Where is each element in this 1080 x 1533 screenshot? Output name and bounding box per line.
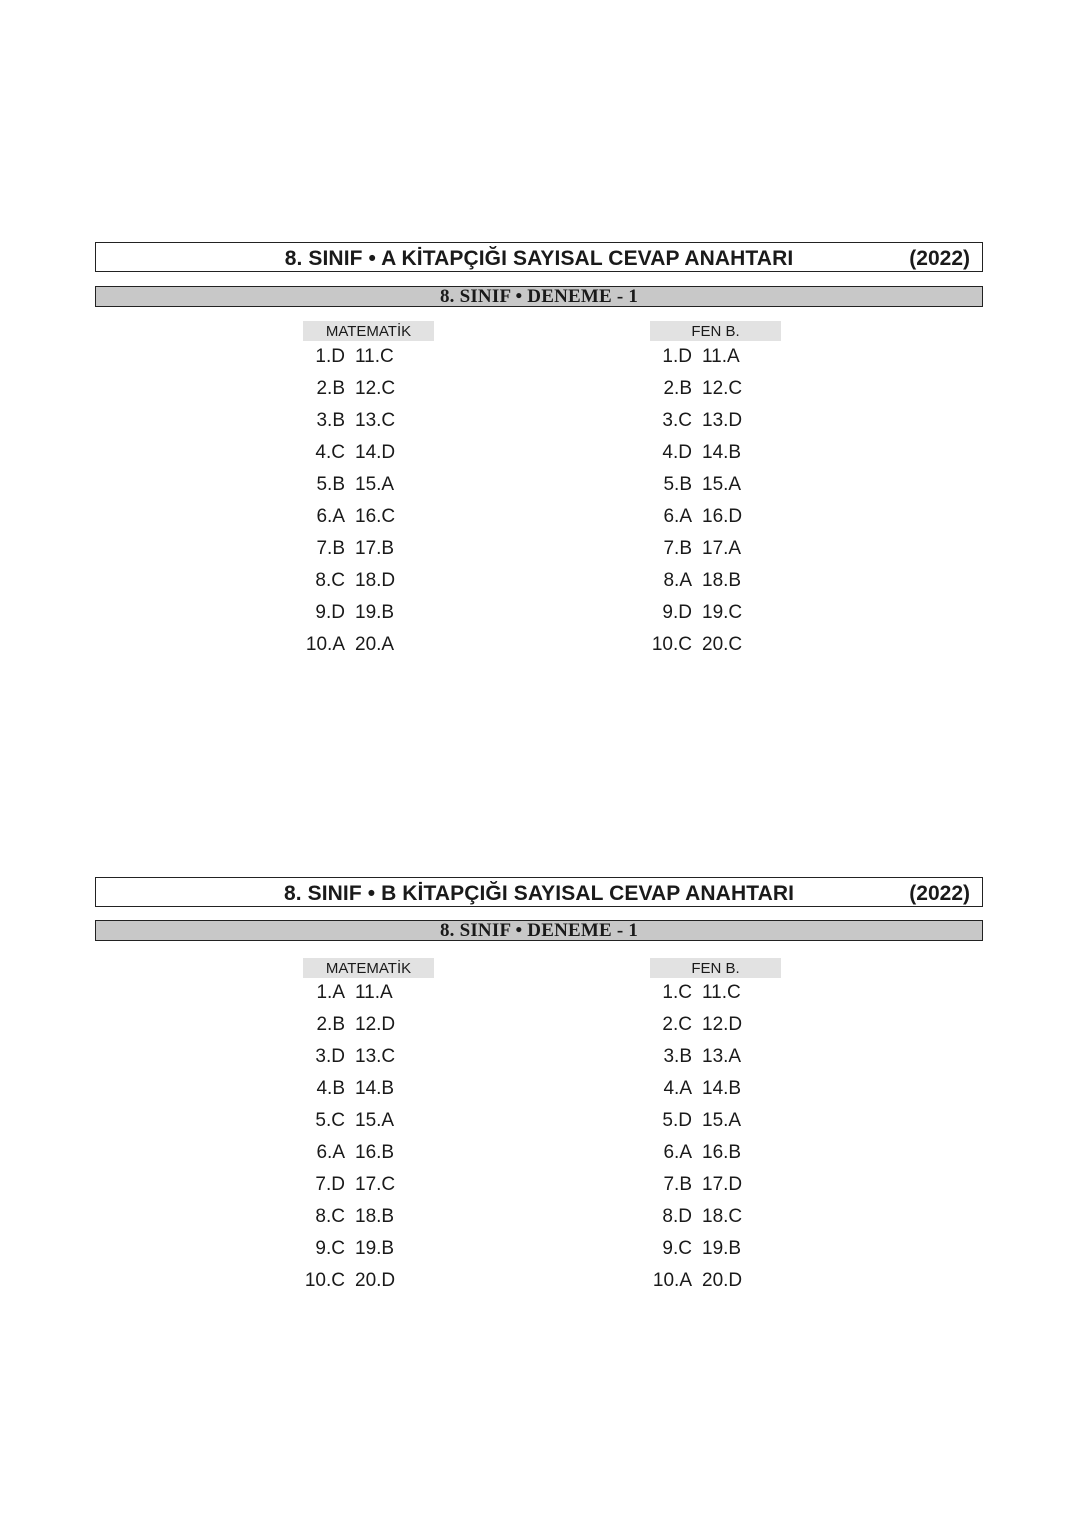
answer-item: 2.B — [316, 378, 345, 399]
subtitle-bar — [95, 920, 983, 941]
answer-item: 15.A — [702, 1110, 742, 1131]
answer-item: 10.C — [304, 1270, 345, 1291]
answer-item: 12.C — [702, 378, 743, 399]
answer-item: 4.D — [662, 442, 692, 463]
answer-item: 10.A — [652, 1270, 692, 1291]
section-year: (2022) — [909, 247, 970, 270]
answer-item: 7.B — [663, 538, 692, 559]
answer-row — [290, 376, 490, 402]
answer-item: 11.C — [355, 346, 394, 367]
answer-item: 2.B — [316, 1014, 345, 1035]
answer-row — [290, 1044, 490, 1070]
answer-item: 14.B — [702, 1078, 742, 1099]
answer-row — [290, 440, 490, 466]
answer-item: 12.C — [355, 378, 396, 399]
answer-item: 16.C — [355, 506, 396, 527]
answer-row — [290, 600, 490, 626]
answer-row — [290, 472, 490, 498]
answer-item: 20.A — [355, 634, 395, 655]
answer-row — [637, 1140, 837, 1166]
answer-item: 5.B — [663, 474, 692, 495]
answer-row — [637, 1236, 837, 1262]
answer-row — [637, 1204, 837, 1230]
answer-item: 5.B — [316, 474, 345, 495]
answer-item: 16.D — [702, 506, 743, 527]
answer-item: 4.C — [315, 442, 345, 463]
answer-item: 8.D — [662, 1206, 692, 1227]
answer-item: 7.D — [315, 1174, 345, 1195]
answer-row — [290, 344, 490, 370]
answer-item: 7.B — [316, 538, 345, 559]
answer-item: 17.B — [355, 538, 395, 559]
subject-header-math: MATEMATİK — [303, 321, 434, 341]
answer-item: 16.B — [355, 1142, 395, 1163]
answer-item: 9.C — [315, 1238, 345, 1259]
answer-row — [637, 344, 837, 370]
answer-item: 20.D — [702, 1270, 743, 1291]
answer-item: 3.C — [662, 410, 692, 431]
answer-item: 5.D — [662, 1110, 692, 1131]
section-year: (2022) — [909, 882, 970, 905]
answer-item: 8.C — [315, 1206, 345, 1227]
answer-row — [290, 504, 490, 530]
answer-item: 18.B — [702, 570, 742, 591]
answer-item: 14.B — [355, 1078, 395, 1099]
answer-item: 6.A — [316, 1142, 345, 1163]
answer-item: 11.C — [702, 982, 741, 1003]
answer-item: 3.B — [316, 410, 345, 431]
answer-item: 19.B — [355, 602, 395, 623]
answer-item: 8.A — [663, 570, 692, 591]
answer-item: 1.C — [662, 982, 692, 1003]
answer-item: 1.D — [315, 346, 345, 367]
section-subtitle: 8. SINIF • DENEME - 1 — [439, 286, 639, 307]
answer-row — [290, 632, 490, 658]
answer-item: 1.A — [316, 982, 345, 1003]
answer-item: 13.A — [702, 1046, 742, 1067]
subject-header-math: MATEMATİK — [303, 958, 434, 978]
answer-item: 9.C — [662, 1238, 692, 1259]
answer-row — [637, 408, 837, 434]
answer-row — [637, 376, 837, 402]
answer-item: 5.C — [315, 1110, 345, 1131]
answer-row — [637, 1172, 837, 1198]
answer-item: 4.A — [663, 1078, 692, 1099]
answer-item: 12.D — [702, 1014, 743, 1035]
title-box — [95, 242, 983, 272]
answer-item: 9.D — [315, 602, 345, 623]
answer-item: 20.C — [702, 634, 743, 655]
answer-row — [290, 536, 490, 562]
answer-row — [290, 1268, 490, 1294]
title-box — [95, 877, 983, 907]
answer-row — [637, 600, 837, 626]
answer-item: 18.C — [702, 1206, 743, 1227]
answer-item: 9.D — [662, 602, 692, 623]
answer-item: 10.A — [305, 634, 345, 655]
answer-row — [637, 1044, 837, 1070]
answer-row — [637, 440, 837, 466]
answer-item: 15.A — [355, 474, 395, 495]
answer-item: 1.D — [662, 346, 692, 367]
answer-item: 3.D — [315, 1046, 345, 1067]
answer-item: 14.B — [702, 442, 742, 463]
answer-item: 19.B — [355, 1238, 395, 1259]
answer-item: 19.C — [702, 602, 743, 623]
answer-item: 17.A — [702, 538, 742, 559]
answer-row — [637, 536, 837, 562]
answer-row — [637, 1012, 837, 1038]
answer-item: 2.C — [662, 1014, 692, 1035]
answer-row — [637, 632, 837, 658]
section-subtitle: 8. SINIF • DENEME - 1 — [439, 920, 639, 941]
answer-row — [290, 1204, 490, 1230]
answer-item: 4.B — [316, 1078, 345, 1099]
answer-item: 6.A — [663, 1142, 692, 1163]
answer-row — [637, 1108, 837, 1134]
answer-item: 7.B — [663, 1174, 692, 1195]
answer-row — [637, 472, 837, 498]
answer-item: 17.D — [702, 1174, 743, 1195]
answer-item: 18.D — [355, 570, 396, 591]
answer-item: 11.A — [355, 982, 393, 1003]
answer-item: 13.C — [355, 410, 396, 431]
answer-row — [637, 568, 837, 594]
answer-row — [290, 1236, 490, 1262]
answer-row — [637, 980, 837, 1006]
subject-header-science: FEN B. — [650, 321, 781, 341]
answer-row — [290, 1108, 490, 1134]
answer-item: 3.B — [663, 1046, 692, 1067]
answer-item: 14.D — [355, 442, 396, 463]
answer-item: 10.C — [651, 634, 692, 655]
answer-item: 16.B — [702, 1142, 742, 1163]
answer-item: 13.C — [355, 1046, 396, 1067]
answer-item: 18.B — [355, 1206, 395, 1227]
answer-item: 15.A — [702, 474, 742, 495]
answer-row — [637, 504, 837, 530]
answer-row — [290, 1140, 490, 1166]
answer-item: 12.D — [355, 1014, 396, 1035]
section-title: 8. SINIF • A KİTAPÇIĞI SAYISAL CEVAP ANAHTARI — [284, 247, 794, 270]
answer-item: 11.A — [702, 346, 740, 367]
section-title: 8. SINIF • B KİTAPÇIĞI SAYISAL CEVAP ANAHTARI — [283, 882, 795, 905]
subject-header-science: FEN B. — [650, 958, 781, 978]
answer-item: 2.B — [663, 378, 692, 399]
answer-row — [290, 1076, 490, 1102]
answer-item: 17.C — [355, 1174, 396, 1195]
answer-item: 13.D — [702, 410, 743, 431]
subtitle-bar — [95, 286, 983, 307]
answer-item: 6.A — [316, 506, 345, 527]
answer-row — [290, 568, 490, 594]
answer-item: 6.A — [663, 506, 692, 527]
answer-item: 8.C — [315, 570, 345, 591]
answer-row — [637, 1076, 837, 1102]
answer-item: 19.B — [702, 1238, 742, 1259]
answer-row — [637, 1268, 837, 1294]
answer-item: 15.A — [355, 1110, 395, 1131]
answer-item: 20.D — [355, 1270, 396, 1291]
answer-row — [290, 1172, 490, 1198]
answer-row — [290, 408, 490, 434]
answer-row — [290, 1012, 490, 1038]
answer-row — [290, 980, 490, 1006]
